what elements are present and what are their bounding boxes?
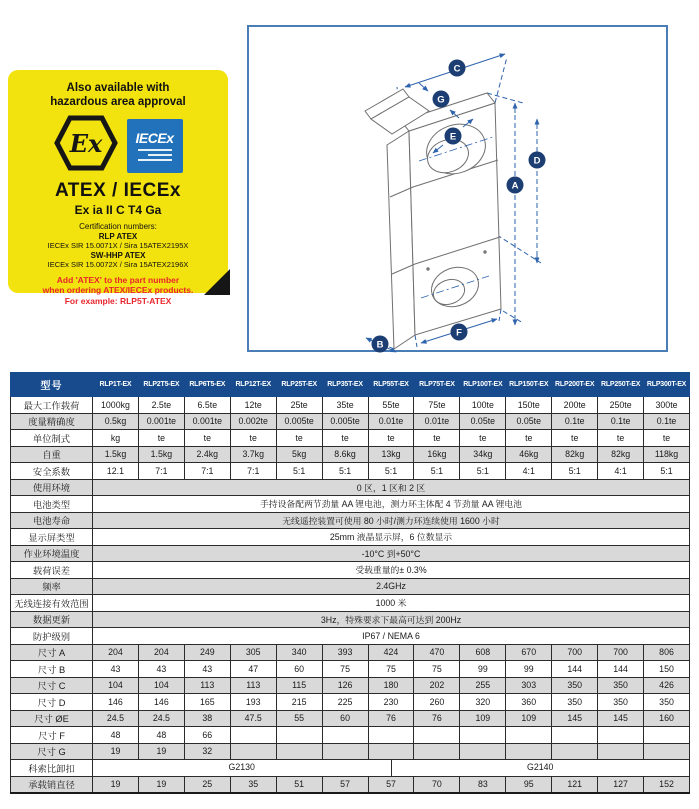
spec-cell: 4:1: [598, 463, 644, 480]
dim-label-d: [529, 152, 546, 169]
dim-label-g: [433, 91, 450, 108]
model-column-header: RLP1T-EX: [93, 373, 139, 397]
spec-cell: 2.4kg: [184, 446, 230, 463]
iecex-logo: [127, 119, 183, 173]
svg-text:E: E: [449, 131, 457, 143]
spec-cell: [414, 743, 460, 760]
spec-row: [11, 694, 690, 711]
spec-cell: 1.5kg: [138, 446, 184, 463]
spec-cell: 75: [414, 661, 460, 678]
spec-table-head: [11, 373, 690, 397]
spec-cell: 121: [552, 776, 598, 793]
sticker-heading-line2: hazardous area approval: [50, 95, 186, 108]
spec-row: [11, 595, 690, 612]
spec-row: [11, 529, 690, 546]
spec-cell: 19: [93, 776, 139, 793]
spec-cell: 60: [276, 661, 322, 678]
spec-cell: 100te: [460, 397, 506, 414]
spec-cell: 700: [552, 644, 598, 661]
dim-label-b: [372, 336, 389, 353]
spec-span-cell: 2.4GHz: [93, 578, 690, 595]
spec-cell: 118kg: [644, 446, 690, 463]
spec-span-cell: 25mm 液晶显示屏，6 位数显示: [93, 529, 690, 546]
spec-row: [11, 661, 690, 678]
model-header-row: [11, 373, 690, 397]
iecex-logo-line: [138, 159, 172, 161]
model-column-header: RLP6T5-EX: [184, 373, 230, 397]
spec-cell: [276, 727, 322, 744]
spec-row-label: 显示屏类型: [11, 529, 93, 546]
dim-label-e: [445, 128, 462, 145]
spec-cell: 48: [138, 727, 184, 744]
spec-row: [11, 776, 690, 793]
extension-line: [499, 309, 501, 321]
spec-cell: 51: [276, 776, 322, 793]
iecex-logo-text: IECEx: [135, 130, 174, 147]
cert2-name: SW-HHP ATEX: [90, 250, 146, 260]
spec-row: [11, 413, 690, 430]
spec-cell: 19: [138, 776, 184, 793]
spec-span-cell: 无线遥控装置可使用 80 小时/测力环连续使用 1600 小时: [93, 512, 690, 529]
spec-cell: 5:1: [276, 463, 322, 480]
spec-row-label: 无线连接有效范围: [11, 595, 93, 612]
spec-cell: 25te: [276, 397, 322, 414]
spec-table: [10, 372, 690, 794]
model-column-header: RLP250T-EX: [598, 373, 644, 397]
spec-cell: 83: [460, 776, 506, 793]
spec-cell: 34kg: [460, 446, 506, 463]
spec-cell: 0.1te: [598, 413, 644, 430]
spec-row: [11, 545, 690, 562]
spec-cell: 55te: [368, 397, 414, 414]
svg-text:Ex: Ex: [69, 129, 102, 159]
spec-cell: 165: [184, 694, 230, 711]
ordering-note-line2: when ordering ATEX/IECEx products.: [42, 285, 194, 296]
spec-row: [11, 578, 690, 595]
spec-cell: 350: [598, 677, 644, 694]
spec-cell: 350: [552, 677, 598, 694]
spec-cell: 5:1: [368, 463, 414, 480]
spec-cell: 113: [184, 677, 230, 694]
atex-approval-sticker: [8, 70, 228, 306]
spec-cell: 115: [276, 677, 322, 694]
spec-cell: 303: [506, 677, 552, 694]
spec-cell: [506, 743, 552, 760]
spec-span-cell: IP67 / NEMA 6: [93, 628, 690, 645]
spec-span-cell: 受载重量的± 0.3%: [93, 562, 690, 579]
extension-line: [415, 335, 417, 347]
cert1-number: IECEx SIR 15.0071X / Sira 15ATEX2195X: [47, 240, 189, 250]
sticker-heading-line1: Also available with: [66, 82, 170, 94]
spec-cell: kg: [93, 430, 139, 447]
spec-cell: 0.05te: [506, 413, 552, 430]
spec-cell: 350: [552, 694, 598, 711]
spec-row: [11, 430, 690, 447]
spec-row-label: 最大工作载荷: [11, 397, 93, 414]
dimension-diagram: [247, 25, 668, 352]
svg-text:A: A: [511, 180, 519, 192]
spec-cell: 160: [644, 710, 690, 727]
model-column-header: RLP55T-EX: [368, 373, 414, 397]
spec-cell: 99: [506, 661, 552, 678]
spec-row-label: 频率: [11, 578, 93, 595]
spec-cell: 202: [414, 677, 460, 694]
spec-cell: 5:1: [460, 463, 506, 480]
iecex-logo-line: [148, 154, 172, 156]
spec-cell: 1000kg: [93, 397, 139, 414]
spec-cell: 0.5kg: [93, 413, 139, 430]
spec-cell: 70: [414, 776, 460, 793]
spec-cell: te: [322, 430, 368, 447]
spec-cell: 0.001te: [184, 413, 230, 430]
model-column-header: RLP300T-EX: [644, 373, 690, 397]
spec-row: [11, 727, 690, 744]
spec-cell: 82kg: [552, 446, 598, 463]
spec-cell: [368, 743, 414, 760]
spec-cell: 0.005te: [276, 413, 322, 430]
spec-cell: 350: [644, 694, 690, 711]
spec-cell: 43: [138, 661, 184, 678]
spec-cell: 32: [184, 743, 230, 760]
spec-cell: 0.1te: [552, 413, 598, 430]
spec-cell: 300te: [644, 397, 690, 414]
spec-cell: te: [276, 430, 322, 447]
spec-cell: 260: [414, 694, 460, 711]
spec-span-cell: -10°C 到+50°C: [93, 545, 690, 562]
spec-row-label: 作业环境温度: [11, 545, 93, 562]
model-column-header: RLP35T-EX: [322, 373, 368, 397]
spec-row-label: 安全系数: [11, 463, 93, 480]
spec-cell: te: [138, 430, 184, 447]
spec-cell: 250te: [598, 397, 644, 414]
dimension-arrow-g: [419, 83, 428, 91]
load-link-isometric-drawing: [249, 27, 666, 350]
spec-cell: 0.01te: [414, 413, 460, 430]
spec-cell: 426: [644, 677, 690, 694]
spec-cell: 249: [184, 644, 230, 661]
spec-cell: 60: [322, 710, 368, 727]
spec-cell: 700: [598, 644, 644, 661]
spec-cell: 470: [414, 644, 460, 661]
spec-row-label: 尺寸 D: [11, 694, 93, 711]
spec-cell: 204: [93, 644, 139, 661]
spec-row-label: 尺寸 G: [11, 743, 93, 760]
spec-cell: 230: [368, 694, 414, 711]
spec-cell: 8.6kg: [322, 446, 368, 463]
spec-cell: 16kg: [414, 446, 460, 463]
spec-cell: 393: [322, 644, 368, 661]
spec-cell: te: [598, 430, 644, 447]
spec-cell: te: [414, 430, 460, 447]
spec-cell: 340: [276, 644, 322, 661]
extension-line: [497, 235, 541, 263]
spec-cell: 144: [552, 661, 598, 678]
spec-cell: 35te: [322, 397, 368, 414]
spec-cell: 95: [506, 776, 552, 793]
spec-span-cell: 0 区，1 区和 2 区: [93, 479, 690, 496]
spec-cell: te: [506, 430, 552, 447]
spec-cell: 12.1: [93, 463, 139, 480]
spec-cell: 4:1: [506, 463, 552, 480]
ordering-note: [8, 275, 228, 307]
spec-row: [11, 562, 690, 579]
spec-cell: 200te: [552, 397, 598, 414]
spec-cell: 7:1: [230, 463, 276, 480]
spec-cell: 215: [276, 694, 322, 711]
spec-cell: [322, 743, 368, 760]
spec-row-label: 电池寿命: [11, 512, 93, 529]
spec-cell: [644, 727, 690, 744]
spec-cell: 47: [230, 661, 276, 678]
svg-text:B: B: [376, 339, 384, 351]
svg-text:G: G: [437, 94, 445, 106]
spec-row: [11, 496, 690, 513]
spec-cell: 806: [644, 644, 690, 661]
atex-ex-hexagon-icon: [54, 115, 118, 176]
sticker-corner-fold: [204, 269, 230, 295]
spec-cell: te: [184, 430, 230, 447]
model-column-header: RLP150T-EX: [506, 373, 552, 397]
spec-cell: 608: [460, 644, 506, 661]
spec-cell: te: [230, 430, 276, 447]
spec-cell: 0.05te: [460, 413, 506, 430]
spec-cell: 127: [598, 776, 644, 793]
spec-cell: 113: [230, 677, 276, 694]
spec-cell: [276, 743, 322, 760]
spec-cell: te: [552, 430, 598, 447]
svg-text:F: F: [456, 327, 462, 339]
spec-row-label: 科索比卸扣: [11, 760, 93, 777]
spec-cell: 7:1: [184, 463, 230, 480]
fastener-dot: [426, 267, 429, 270]
spec-cell: 19: [93, 743, 139, 760]
spec-cell: 1.5kg: [93, 446, 139, 463]
spec-row-label: 载荷误差: [11, 562, 93, 579]
model-column-header: RLP12T-EX: [230, 373, 276, 397]
spec-row-label: 尺寸 B: [11, 661, 93, 678]
spec-span-cell: 3Hz，特殊要求下最高可达到 200Hz: [93, 611, 690, 628]
spec-cell: 24.5: [93, 710, 139, 727]
spec-split-value: G2140: [391, 760, 690, 776]
model-column-header: RLP25T-EX: [276, 373, 322, 397]
dim-label-c: [449, 60, 466, 77]
spec-cell: [598, 727, 644, 744]
spec-table-body: [11, 397, 690, 794]
spec-cell: 104: [138, 677, 184, 694]
spec-cell: 5:1: [322, 463, 368, 480]
spec-row-label: 数据更新: [11, 611, 93, 628]
spec-cell: [506, 727, 552, 744]
spec-cell: 180: [368, 677, 414, 694]
iecex-logo-line: [138, 149, 172, 151]
spec-cell: 5:1: [644, 463, 690, 480]
spec-cell: [368, 727, 414, 744]
spec-cell: 7:1: [138, 463, 184, 480]
model-column-header: RLP75T-EX: [414, 373, 460, 397]
spec-row: [11, 760, 690, 777]
spec-cell: 57: [368, 776, 414, 793]
spec-cell: 6.5te: [184, 397, 230, 414]
spec-cell: 320: [460, 694, 506, 711]
spec-cell: 0.1te: [644, 413, 690, 430]
spec-row-label: 度量精确度: [11, 413, 93, 430]
spec-cell: [230, 743, 276, 760]
ordering-note-line3: For example: RLP5T-ATEX: [64, 295, 172, 306]
spec-cell: 43: [93, 661, 139, 678]
spec-cell: te: [368, 430, 414, 447]
model-column-header: RLP200T-EX: [552, 373, 598, 397]
spec-row-label: 防护级别: [11, 628, 93, 645]
spec-cell: 25: [184, 776, 230, 793]
spec-cell: 12te: [230, 397, 276, 414]
spec-row: [11, 512, 690, 529]
spec-cell: [322, 727, 368, 744]
spec-cell: 57: [322, 776, 368, 793]
spec-cell: 109: [506, 710, 552, 727]
spec-row: [11, 479, 690, 496]
spec-cell: 75te: [414, 397, 460, 414]
spec-cell: 305: [230, 644, 276, 661]
sticker-heading: [8, 82, 228, 110]
spec-cell: 76: [414, 710, 460, 727]
fastener-dot: [483, 250, 486, 253]
spec-cell: [460, 743, 506, 760]
spec-cell: 5:1: [414, 463, 460, 480]
dim-label-f: [451, 324, 468, 341]
svg-text:C: C: [453, 63, 461, 75]
spec-cell: 145: [552, 710, 598, 727]
spec-cell: 193: [230, 694, 276, 711]
spec-cell: [460, 727, 506, 744]
spec-cell: 38: [184, 710, 230, 727]
spec-cell: 0.005te: [322, 413, 368, 430]
model-column-header: RLP2T5-EX: [138, 373, 184, 397]
spec-cell: [552, 743, 598, 760]
spec-row: [11, 710, 690, 727]
spec-cell: te: [644, 430, 690, 447]
spec-cell: 75: [368, 661, 414, 678]
spec-cell: 109: [460, 710, 506, 727]
spec-cell: 99: [460, 661, 506, 678]
extension-line: [503, 311, 523, 323]
spec-cell: 255: [460, 677, 506, 694]
spec-span-cell: 1000 米: [93, 595, 690, 612]
spec-cell: 150: [644, 661, 690, 678]
spec-cell: 2.5te: [138, 397, 184, 414]
spec-cell: 24.5: [138, 710, 184, 727]
spec-row-label: 承载销直径: [11, 776, 93, 793]
spec-cell: 43: [184, 661, 230, 678]
spec-cell: 19: [138, 743, 184, 760]
spec-row-label: 尺寸 C: [11, 677, 93, 694]
spec-cell: 55: [276, 710, 322, 727]
spec-row: [11, 463, 690, 480]
spec-cell: 35: [230, 776, 276, 793]
svg-text:D: D: [533, 155, 541, 167]
cert2-number: IECEx SIR 15.0072X / Sira 15ATEX2196X: [47, 259, 189, 269]
spec-cell: 82kg: [598, 446, 644, 463]
spec-cell: 350: [598, 694, 644, 711]
spec-cell: [414, 727, 460, 744]
spec-cell: 75: [322, 661, 368, 678]
spec-cell: 145: [598, 710, 644, 727]
model-column-header: RLP100T-EX: [460, 373, 506, 397]
spec-cell: 146: [93, 694, 139, 711]
spec-cell: 225: [322, 694, 368, 711]
spec-cell: 47.5: [230, 710, 276, 727]
spec-cell: [598, 743, 644, 760]
spec-cell: te: [460, 430, 506, 447]
spec-row: [11, 446, 690, 463]
spec-cell: 5kg: [276, 446, 322, 463]
spec-row-label: 尺寸 ØE: [11, 710, 93, 727]
spec-row-label: 自重: [11, 446, 93, 463]
ex-rating-code: Ex ia II C T4 Ga: [74, 202, 162, 217]
spec-cell: 104: [93, 677, 139, 694]
spec-cell: 3.7kg: [230, 446, 276, 463]
spec-cell: 146: [138, 694, 184, 711]
spec-row: [11, 644, 690, 661]
spec-cell: 152: [644, 776, 690, 793]
spec-cell: 424: [368, 644, 414, 661]
cert-numbers-heading: Certification numbers:: [79, 221, 157, 231]
spec-row: [11, 397, 690, 414]
spec-cell: [644, 743, 690, 760]
spec-cell: [552, 727, 598, 744]
spec-row-label: 电池类型: [11, 496, 93, 513]
spec-cell: 66: [184, 727, 230, 744]
spec-cell: 126: [322, 677, 368, 694]
spec-split-value: G2130: [228, 762, 255, 772]
spec-cell: 48: [93, 727, 139, 744]
spec-cell: 360: [506, 694, 552, 711]
spec-span-cell: 手持设备配两节劲量 AA 锂电池，测力环主体配 4 节劲量 AA 锂电池: [93, 496, 690, 513]
spec-row: [11, 677, 690, 694]
spec-cell: [230, 727, 276, 744]
spec-row-label: 尺寸 F: [11, 727, 93, 744]
spec-row: [11, 743, 690, 760]
spec-split-cell: [93, 760, 690, 777]
spec-row-label: 单位制式: [11, 430, 93, 447]
spec-cell: 0.001te: [138, 413, 184, 430]
spec-cell: 204: [138, 644, 184, 661]
spec-cell: 13kg: [368, 446, 414, 463]
cert1-name: RLP ATEX: [98, 231, 138, 241]
spec-cell: 76: [368, 710, 414, 727]
spec-row: [11, 611, 690, 628]
certification-logos: [8, 117, 228, 175]
model-row-label: 型号: [11, 373, 93, 397]
sticker-title: ATEX / IECEx: [54, 179, 181, 201]
spec-cell: 0.01te: [368, 413, 414, 430]
ordering-note-line1: Add 'ATEX' to the part number: [56, 274, 180, 285]
spec-cell: 0.002te: [230, 413, 276, 430]
spec-cell: 150te: [506, 397, 552, 414]
spec-cell: 46kg: [506, 446, 552, 463]
spec-cell: 144: [598, 661, 644, 678]
spec-row-label: 尺寸 A: [11, 644, 93, 661]
spec-row: [11, 628, 690, 645]
dim-label-a: [507, 177, 524, 194]
spec-cell: 5:1: [552, 463, 598, 480]
spec-cell: 670: [506, 644, 552, 661]
spec-row-label: 使用环境: [11, 479, 93, 496]
